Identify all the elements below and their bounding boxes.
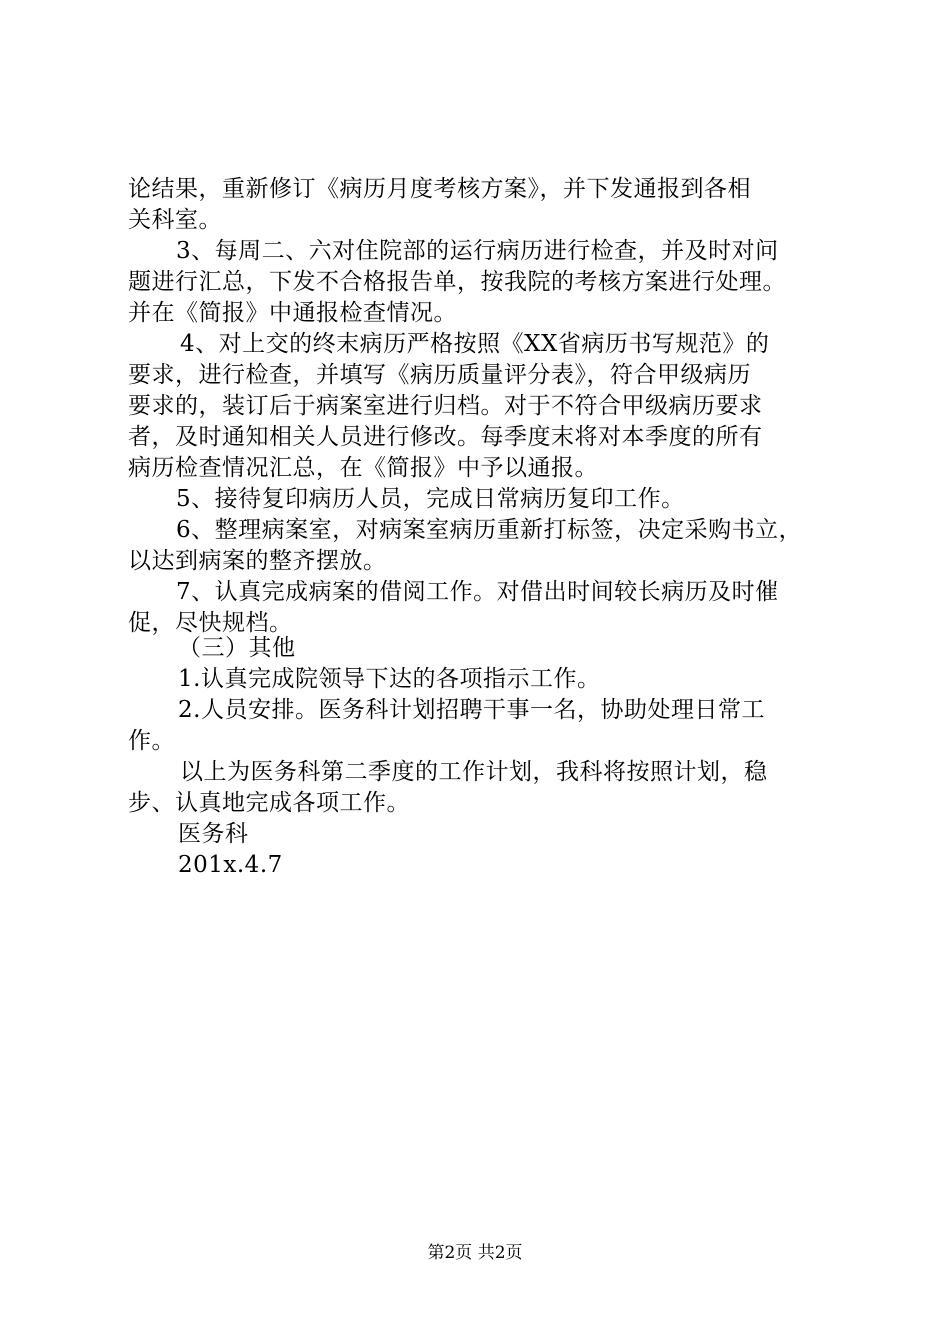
text-line: 并在《简报》中通报检查情况。 xyxy=(128,300,457,326)
text-line: 5、接待复印病历人员，完成日常病历复印工作。 xyxy=(176,486,685,512)
text-line: 6、整理病案室，对病案室病历重新打标签，决定采购书立， xyxy=(176,517,803,543)
section-heading: （三）其他 xyxy=(178,635,296,661)
text-line: 以达到病案的整齐摆放。 xyxy=(128,548,387,574)
text-line: 以上为医务科第二季度的工作计划，我科将按照计划，稳 xyxy=(180,759,768,785)
signature-department: 医务科 xyxy=(178,821,249,847)
text-line: 3、每周二、六对住院部的运行病历进行检查，并及时对问 xyxy=(176,238,779,264)
text-line: 要求，进行检查，并填写《病历质量评分表》，符合甲级病历 xyxy=(128,362,751,388)
text-line: 者，及时通知相关人员进行修改。每季度末将对本季度的所有 xyxy=(128,424,763,450)
text-line: 4、对上交的终末病历严格按照《XX省病历书写规范》的 xyxy=(180,331,770,357)
text-line: 要求的，装订后于病案室进行归档。对于不符合甲级病历要求 xyxy=(128,393,763,419)
text-line: 促，尽快规档。 xyxy=(128,610,293,636)
text-line: 7、认真完成病案的借阅工作。对借出时间较长病历及时催 xyxy=(176,579,779,605)
text-line: 步、认真地完成各项工作。 xyxy=(128,790,410,816)
text-line: 论结果，重新修订《病历月度考核方案》，并下发通报到各相 xyxy=(128,176,751,202)
text-line: 题进行汇总，下发不合格报告单，按我院的考核方案进行处理。 xyxy=(128,269,786,295)
page-footer: 第2页 共2页 xyxy=(427,1243,523,1263)
text-line: 关科室。 xyxy=(128,207,222,233)
text-line: 作。 xyxy=(128,728,175,754)
signature-date: 201x.4.7 xyxy=(178,852,283,878)
text-line: 2.人员安排。医务科计划招聘干事一名，协助处理日常工 xyxy=(178,697,765,723)
text-line: 1.认真完成院领导下达的各项指示工作。 xyxy=(178,666,601,692)
text-line: 病历检查情况汇总，在《简报》中予以通报。 xyxy=(128,455,598,481)
